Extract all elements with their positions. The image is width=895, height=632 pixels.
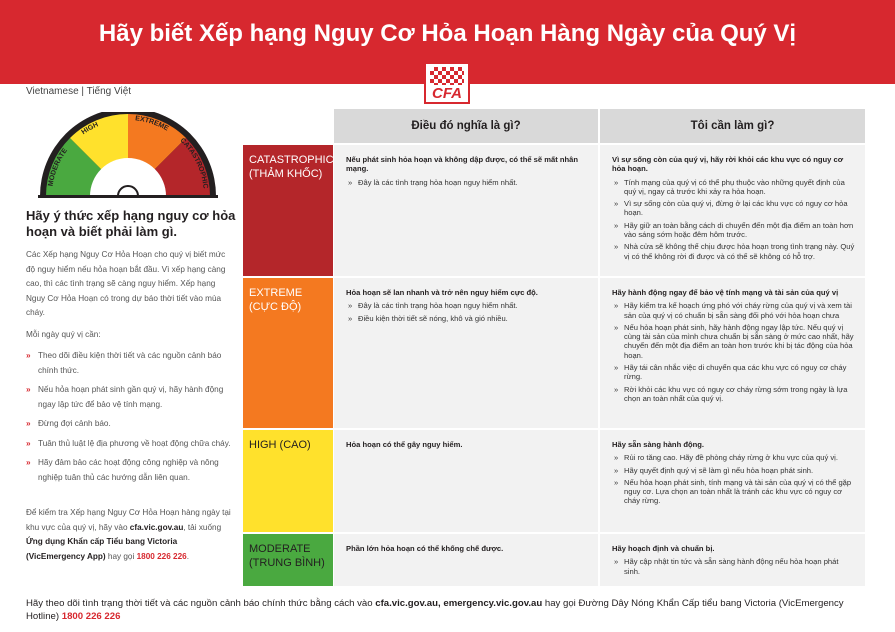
- means-catastrophic: [334, 145, 598, 276]
- daily-heading: Mỗi ngày quý vị cần:: [26, 330, 101, 339]
- gauge-label-high: HIGH: [80, 121, 100, 137]
- list-item: » Hãy quyết định quý vị sẽ làm gì nếu hỏa hoạn phát sinh.: [612, 466, 855, 475]
- checkerboard-icon: [430, 67, 464, 85]
- website-link[interactable]: cfa.vic.gov.au: [129, 522, 184, 532]
- level-high: HIGH (CAO): [243, 430, 333, 532]
- do-catastrophic: [600, 145, 865, 276]
- check-rating-text: [26, 506, 232, 564]
- list-item: » Đây là các tình trạng hỏa hoạn nguy hiểm nhất.: [346, 178, 588, 187]
- means-moderate: [334, 534, 598, 586]
- check-text: Để kiểm tra Xếp hạng Nguy Cơ Hỏa Hoạn hàng ngày tại khu vực của quý vị, hãy vào: [26, 508, 231, 532]
- check-text: .: [186, 551, 189, 561]
- gauge-label-catastrophic: CATASTROPHIC: [178, 137, 209, 190]
- do-heading: Hãy sẵn sàng hành động.: [612, 440, 704, 449]
- means-extreme: [334, 278, 598, 428]
- phone-number[interactable]: 1800 226 226: [136, 551, 187, 561]
- list-item: » Hãy đảm bảo các hoạt động công nghiệp và nông nghiệp tuân thủ các hướng dẫn liên quan.: [26, 456, 234, 485]
- do-heading: Vì sự sống còn của quý vị, hãy rời khỏi các khu vực có nguy cơ hỏa hoạn.: [612, 155, 844, 174]
- list-item: » Điều kiện thời tiết sẽ nóng, khô và gió nhiều.: [346, 314, 588, 323]
- logo-text: CFA: [432, 85, 462, 102]
- means-heading: Hỏa hoạn có thể gây nguy hiểm.: [346, 440, 463, 449]
- page-title: Hãy biết Xếp hạng Nguy Cơ Hỏa Hoạn Hàng Ngày của Quý Vị: [98, 20, 797, 47]
- gauge-label-moderate: MODERATE: [47, 147, 69, 187]
- footer-text: [26, 597, 876, 623]
- means-heading: Nếu phát sinh hỏa hoạn và không dập được, có thể sẽ mất nhân mạng.: [346, 155, 578, 174]
- fire-danger-gauge: [38, 112, 218, 198]
- means-heading: Phần lớn hỏa hoạn có thể khống chế được.: [346, 544, 504, 553]
- check-text: , tải xuống: [183, 522, 222, 532]
- footer-link-emergency[interactable]: emergency.vic.gov.au: [443, 598, 543, 609]
- list-item: » Hãy tái cân nhắc việc di chuyển qua các khu vực có nguy cơ cháy rừng.: [612, 363, 855, 382]
- list-item: » Nếu hỏa hoạn phát sinh, hãy hành động ngay lập tức. Nếu quý vị cùng tài sản của mình chưa chuẩn bị sẵn sàng ở mức cao nhất, hãy chuyển đến một địa điểm an toàn hơn trước khi bị tác động của hỏa hoạn.: [612, 323, 855, 360]
- level-extreme: EXTREME (CỰC ĐỘ): [243, 278, 333, 428]
- header-what-to-do: Tôi cần làm gì?: [600, 109, 865, 143]
- footer-separator: ,: [438, 598, 441, 609]
- cfa-logo: [424, 62, 470, 104]
- list-item: » Nhà cửa sẽ không thể chịu được hỏa hoạn trong tình trạng này. Quý vị có thể không rời đi được và có thể sẽ không có hỗ trợ.: [612, 242, 855, 261]
- list-item: » Theo dõi điều kiện thời tiết và các nguồn cảnh báo chính thức.: [26, 349, 234, 378]
- list-item: » Hãy kiểm tra kế hoạch ứng phó với cháy rừng của quý vị và xem tài sản của quý vị có chuẩn bị sẵn sàng đối phó với hỏa hoạn chưa: [612, 301, 855, 320]
- list-item: » Đây là các tình trạng hỏa hoạn nguy hiểm nhất.: [346, 301, 588, 310]
- list-item: » Đừng đợi cảnh báo.: [26, 417, 234, 432]
- list-item: » Hãy giữ an toàn bằng cách di chuyển đến một địa điểm an toàn hơn vào sáng sớm hoặc đêm hôm trước.: [612, 221, 855, 240]
- left-heading: Hãy ý thức xếp hạng nguy cơ hỏa hoạn và biết phải làm gì.: [26, 208, 236, 239]
- level-moderate: MODERATE (TRUNG BÌNH): [243, 534, 333, 586]
- footer-phone[interactable]: 1800 226 226: [61, 611, 121, 622]
- gauge-label-extreme: EXTREME: [134, 115, 170, 133]
- left-intro: Các Xếp hạng Nguy Cơ Hỏa Hoạn cho quý vị biết mức độ nguy hiểm nếu hỏa hoạn bắt đầu. Vì xếp hạng càng cao, thì các tình trạng sẽ càng nguy hiểm. Xếp hạng Nguy Cơ Hỏa Hoạn có trong dự báo thời tiết vào mùa cháy.: [26, 250, 226, 317]
- footer-text-part: Hãy theo dõi tình trạng thời tiết và các nguồn cảnh báo chính thức bằng cách vào: [26, 598, 373, 609]
- gauge-base-line: [38, 195, 218, 198]
- footer-link-cfa[interactable]: cfa.vic.gov.au: [375, 598, 439, 609]
- list-item: » Nếu hỏa hoạn phát sinh gần quý vị, hãy hành động ngay lập tức để bảo vệ tính mạng.: [26, 383, 234, 412]
- do-heading: Hãy hành động ngay để bảo vệ tính mạng và tài sản của quý vị: [612, 288, 839, 297]
- level-catastrophic: CATASTROPHIC (THẢM KHỐC): [243, 145, 333, 276]
- language-label: Vietnamese | Tiếng Việt: [26, 86, 132, 97]
- check-text: hay gọi: [107, 551, 135, 561]
- header-what-it-means: Điều đó nghĩa là gì?: [334, 109, 598, 143]
- list-item: » Tính mạng của quý vị có thể phụ thuộc vào những quyết định của quý vị, ngay cả trước khi xảy ra hỏa hoạn.: [612, 178, 855, 197]
- daily-list: [26, 349, 234, 490]
- do-moderate: [600, 534, 865, 586]
- do-extreme: [600, 278, 865, 428]
- list-item: » Hãy cập nhật tin tức và sẵn sàng hành động nếu hỏa hoạn phát sinh.: [612, 557, 855, 576]
- list-item: » Vì sự sống còn của quý vị, đừng ở lại các khu vực có nguy cơ hỏa hoạn.: [612, 199, 855, 218]
- footer-text-part: hay gọi Đường Dây Nóng Khẩn Cấp tiểu bang Victoria (VicEmergency Hotline): [26, 598, 844, 622]
- list-item: » Rời khỏi các khu vực có nguy cơ cháy rừng sớm trong ngày là lựa chọn an toàn nhất của quý vị.: [612, 385, 855, 404]
- list-item: » Rủi ro tăng cao. Hãy đề phòng cháy rừng ở khu vực của quý vị.: [612, 453, 855, 462]
- list-item: » Nếu hỏa hoạn phát sinh, tính mạng và tài sản của quý vị có thể gặp nguy cơ. Lựa chọn an toàn nhất là tránh các khu vực có nguy cơ cháy rừng.: [612, 478, 855, 506]
- do-heading: Hãy hoạch định và chuẩn bị.: [612, 544, 715, 553]
- means-high: [334, 430, 598, 532]
- do-high: [600, 430, 865, 532]
- app-link[interactable]: Ứng dụng Khẩn cấp Tiểu bang Victoria (VicEmergency App): [26, 537, 178, 561]
- means-heading: Hỏa hoạn sẽ lan nhanh và trở nên nguy hiểm cực độ.: [346, 288, 538, 297]
- list-item: » Tuân thủ luật lệ địa phương về hoạt động chữa cháy.: [26, 437, 234, 452]
